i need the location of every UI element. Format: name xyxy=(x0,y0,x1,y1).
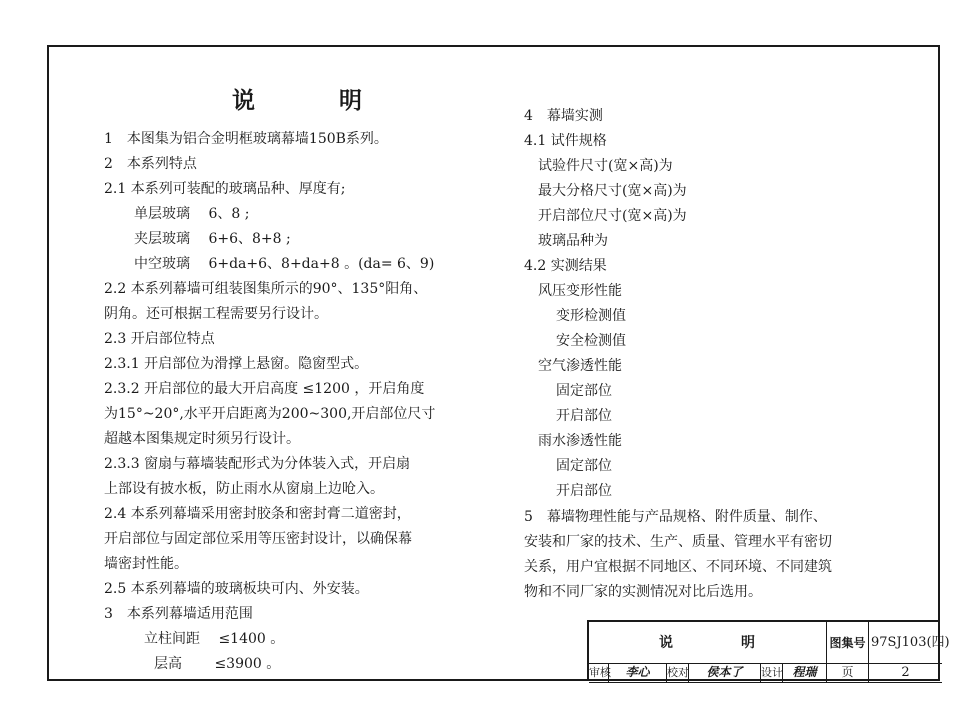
check-label: 校对 xyxy=(667,664,689,683)
text-line: 开启部位 xyxy=(556,483,612,499)
text-line: 2 本系列特点 xyxy=(104,156,197,172)
atlas-number-label: 图集号 xyxy=(827,622,869,664)
page-number: 2 xyxy=(869,664,942,683)
text-line: 为15°~20°,水平开启距离为200~300,开启部位尺寸 xyxy=(104,406,436,422)
text-line: 中空玻璃 6+da+6、8+da+8 。(da= 6、9) xyxy=(134,256,435,272)
text-line: 2.2 本系列幕墙可组装图集所示的90°、135°阳角、 xyxy=(104,281,428,297)
text-line: 固定部位 xyxy=(556,458,612,474)
text-line: 安全检测值 xyxy=(556,333,626,349)
text-line: 单层玻璃 6、8 ; xyxy=(134,206,250,222)
text-line: 玻璃品种为 xyxy=(538,233,608,249)
design-label: 设计 xyxy=(761,664,783,683)
text-line: 2.3.1 开启部位为滑撑上悬窗。隐窗型式。 xyxy=(104,356,369,372)
text-line: 安装和厂家的技术、生产、质量、管理水平有密切 xyxy=(524,534,832,550)
text-line: 层高 ≤3900 。 xyxy=(154,656,281,672)
page-label: 页 xyxy=(827,664,869,683)
text-line: 4 幕墙实测 xyxy=(524,108,603,124)
text-line: 2.1 本系列可装配的玻璃品种、厚度有; xyxy=(104,181,346,197)
text-line: 固定部位 xyxy=(556,383,612,399)
review-label: 审核 xyxy=(589,664,609,683)
text-line: 上部设有披水板，防止雨水从窗扇上边呛入。 xyxy=(104,481,384,497)
text-line: 1 本图集为铝合金明框玻璃幕墙150B系列。 xyxy=(104,131,388,147)
text-line: 空气渗透性能 xyxy=(538,358,622,374)
page-title: 说 明 xyxy=(232,87,401,114)
text-line: 开启部位尺寸(宽×高)为 xyxy=(538,208,687,224)
text-line: 3 本系列幕墙适用范围 xyxy=(104,606,253,622)
text-line: 开启部位 xyxy=(556,408,612,424)
text-line: 2.3 开启部位特点 xyxy=(104,331,215,347)
text-line: 关系，用户宜根据不同地区、不同环境、不同建筑 xyxy=(524,559,832,575)
text-line: 变形检测值 xyxy=(556,308,626,324)
text-line: 风压变形性能 xyxy=(538,283,622,299)
text-line: 超越本图集规定时须另行设计。 xyxy=(104,431,300,447)
design-signature: 程瑞 xyxy=(783,664,827,683)
text-line: 夹层玻璃 6+6、8+8 ; xyxy=(134,231,291,247)
text-line: 5 幕墙物理性能与产品规格、附件质量、制作、 xyxy=(524,509,827,525)
text-line: 开启部位与固定部位采用等压密封设计，以确保幕 xyxy=(104,531,412,547)
text-line: 4.1 试件规格 xyxy=(524,133,607,149)
text-line: 墙密封性能。 xyxy=(104,556,188,572)
text-line: 物和不同厂家的实测情况对比后选用。 xyxy=(524,584,762,600)
review-signature: 李心 xyxy=(609,664,667,683)
title-block-title-right: 明 xyxy=(741,635,755,651)
text-line: 2.3.2 开启部位的最大开启高度 ≤1200 ，开启角度 xyxy=(104,381,425,397)
atlas-number: 97SJ103(四) xyxy=(869,622,942,664)
title-block-title xyxy=(589,622,827,664)
text-line: 雨水渗透性能 xyxy=(538,433,622,449)
text-line: 2.5 本系列幕墙的玻璃板块可内、外安装。 xyxy=(104,581,369,597)
text-line: 试验件尺寸(宽×高)为 xyxy=(538,158,673,174)
title-block xyxy=(587,620,950,681)
text-line: 阴角。还可根据工程需要另行设计。 xyxy=(104,306,328,322)
text-line: 最大分格尺寸(宽×高)为 xyxy=(538,183,687,199)
check-signature: 侯本了 xyxy=(689,664,761,683)
text-line: 2.4 本系列幕墙采用密封胶条和密封膏二道密封， xyxy=(104,506,411,522)
text-line: 立柱间距 ≤1400 。 xyxy=(144,631,285,647)
title-block-title-left: 说 xyxy=(659,635,673,651)
text-line: 4.2 实测结果 xyxy=(524,258,607,274)
text-line: 2.3.3 窗扇与幕墙装配形式为分体装入式，开启扇 xyxy=(104,456,411,472)
